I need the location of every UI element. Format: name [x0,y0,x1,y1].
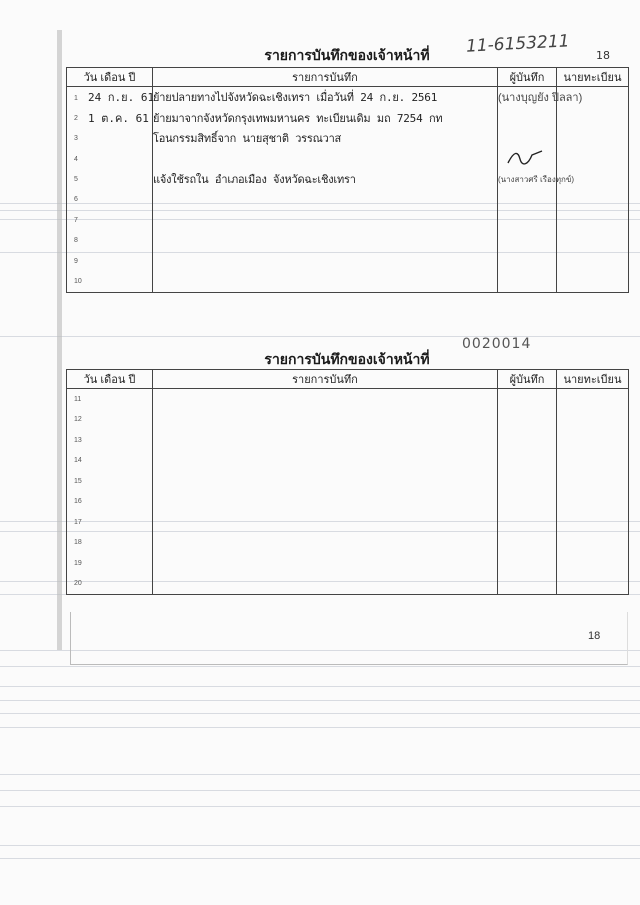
section-2-title: รายการบันทึกของเจ้าหน้าที่ [264,352,430,368]
register-section-2 [66,338,628,613]
table-row [67,251,629,272]
header-date: วัน เดือน ปี [67,370,153,389]
row-recorder [498,251,557,272]
row-registrar [557,128,629,149]
row-entry: ย้ายปลายทางไปจังหวัดฉะเชิงเทรา เมื่อวันที่ 24 ก.ย. 2561 [153,87,498,108]
row-date: 24 ก.ย. 61 [88,91,155,105]
row-registrar [557,108,629,129]
table-row [67,574,629,595]
row-number: 4 [74,155,78,163]
row-entry [153,190,498,211]
register-table-1 [66,67,629,293]
row-number: 17 [74,518,82,526]
row-recorder [498,108,557,129]
row-number: 7 [74,216,78,224]
table-row [67,512,629,533]
row-recorder [498,149,557,170]
table-row [67,108,629,129]
handwritten-reference: 11-6153211 [465,31,570,57]
row-registrar [557,210,629,231]
register-section-1 [66,31,628,312]
row-recorder [498,128,557,149]
row-number: 6 [74,196,78,204]
row-number: 11 [74,395,82,403]
row-number: 13 [74,436,82,444]
table-row [67,190,629,211]
row-number: 15 [74,477,82,485]
header-registrar: นายทะเบียน [557,370,629,389]
header-date: วัน เดือน ปี [67,68,153,87]
form-border-bottom [70,612,628,665]
row-registrar [557,251,629,272]
stamp-number: 0020014 [462,336,532,352]
header-entry: รายการบันทึก [153,68,498,87]
row-registrar [557,149,629,170]
row-entry: ย้ายมาจากจังหวัดกรุงเทพมหานคร ทะเบียนเดิม มถ 7254 กท [153,108,498,129]
row-number: 16 [74,498,82,506]
row-recorder [498,210,557,231]
register-table-2 [66,369,629,595]
row-entry [153,210,498,231]
header-entry: รายการบันทึก [153,370,498,389]
row-number: 8 [74,237,78,245]
row-number: 10 [74,278,82,286]
row-number: 5 [74,176,78,184]
table-row [67,492,629,513]
row-recorder [498,272,557,293]
table-row [67,231,629,252]
row-registrar [557,272,629,293]
table-row [67,272,629,293]
header-recorder: ผู้บันทึก [498,68,557,87]
row-registrar [557,231,629,252]
row-entry [153,272,498,293]
row-number: 2 [74,115,78,123]
table-row [67,430,629,451]
table-row [67,87,629,108]
row-entry [153,149,498,170]
table-row [67,210,629,231]
row-number: 20 [74,580,82,588]
row-recorder [498,190,557,211]
bottom-page-number: 18 [588,630,601,642]
row-entry [153,231,498,252]
row-number: 19 [74,559,82,567]
row-entry [153,251,498,272]
row-number: 12 [74,416,82,424]
row-recorder: (นางสาวศรี เรืองทุกข์) [498,169,557,190]
row-recorder [498,231,557,252]
row-number: 9 [74,257,78,265]
table-row [67,533,629,554]
row-recorder: (นางบุญยัง ปิลลา) [498,87,557,108]
signature-mark [506,149,546,167]
row-number: 18 [74,539,82,547]
row-number: 3 [74,135,78,143]
row-number: 14 [74,457,82,465]
table-row [67,553,629,574]
table-row [67,169,629,190]
header-registrar: นายทะเบียน [557,68,629,87]
row-entry: แจ้งใช้รถใน อำเภอเมือง จังหวัดฉะเชิงเทรา [153,169,498,190]
section-1-title: รายการบันทึกของเจ้าหน้าที่ [264,48,430,64]
row-entry: โอนกรรมสิทธิ์จาก นายสุชาติ วรรณวาส [153,128,498,149]
row-date: 1 ต.ค. 61 [88,111,149,125]
top-page-number: 18 [596,49,610,62]
row-number: 1 [74,94,78,102]
scan-edge [57,30,62,650]
table-row [67,128,629,149]
table-row [67,410,629,431]
table-row [67,451,629,472]
header-recorder: ผู้บันทึก [498,370,557,389]
row-registrar [557,190,629,211]
table-row [67,471,629,492]
table-row [67,149,629,170]
table-row [67,389,629,410]
